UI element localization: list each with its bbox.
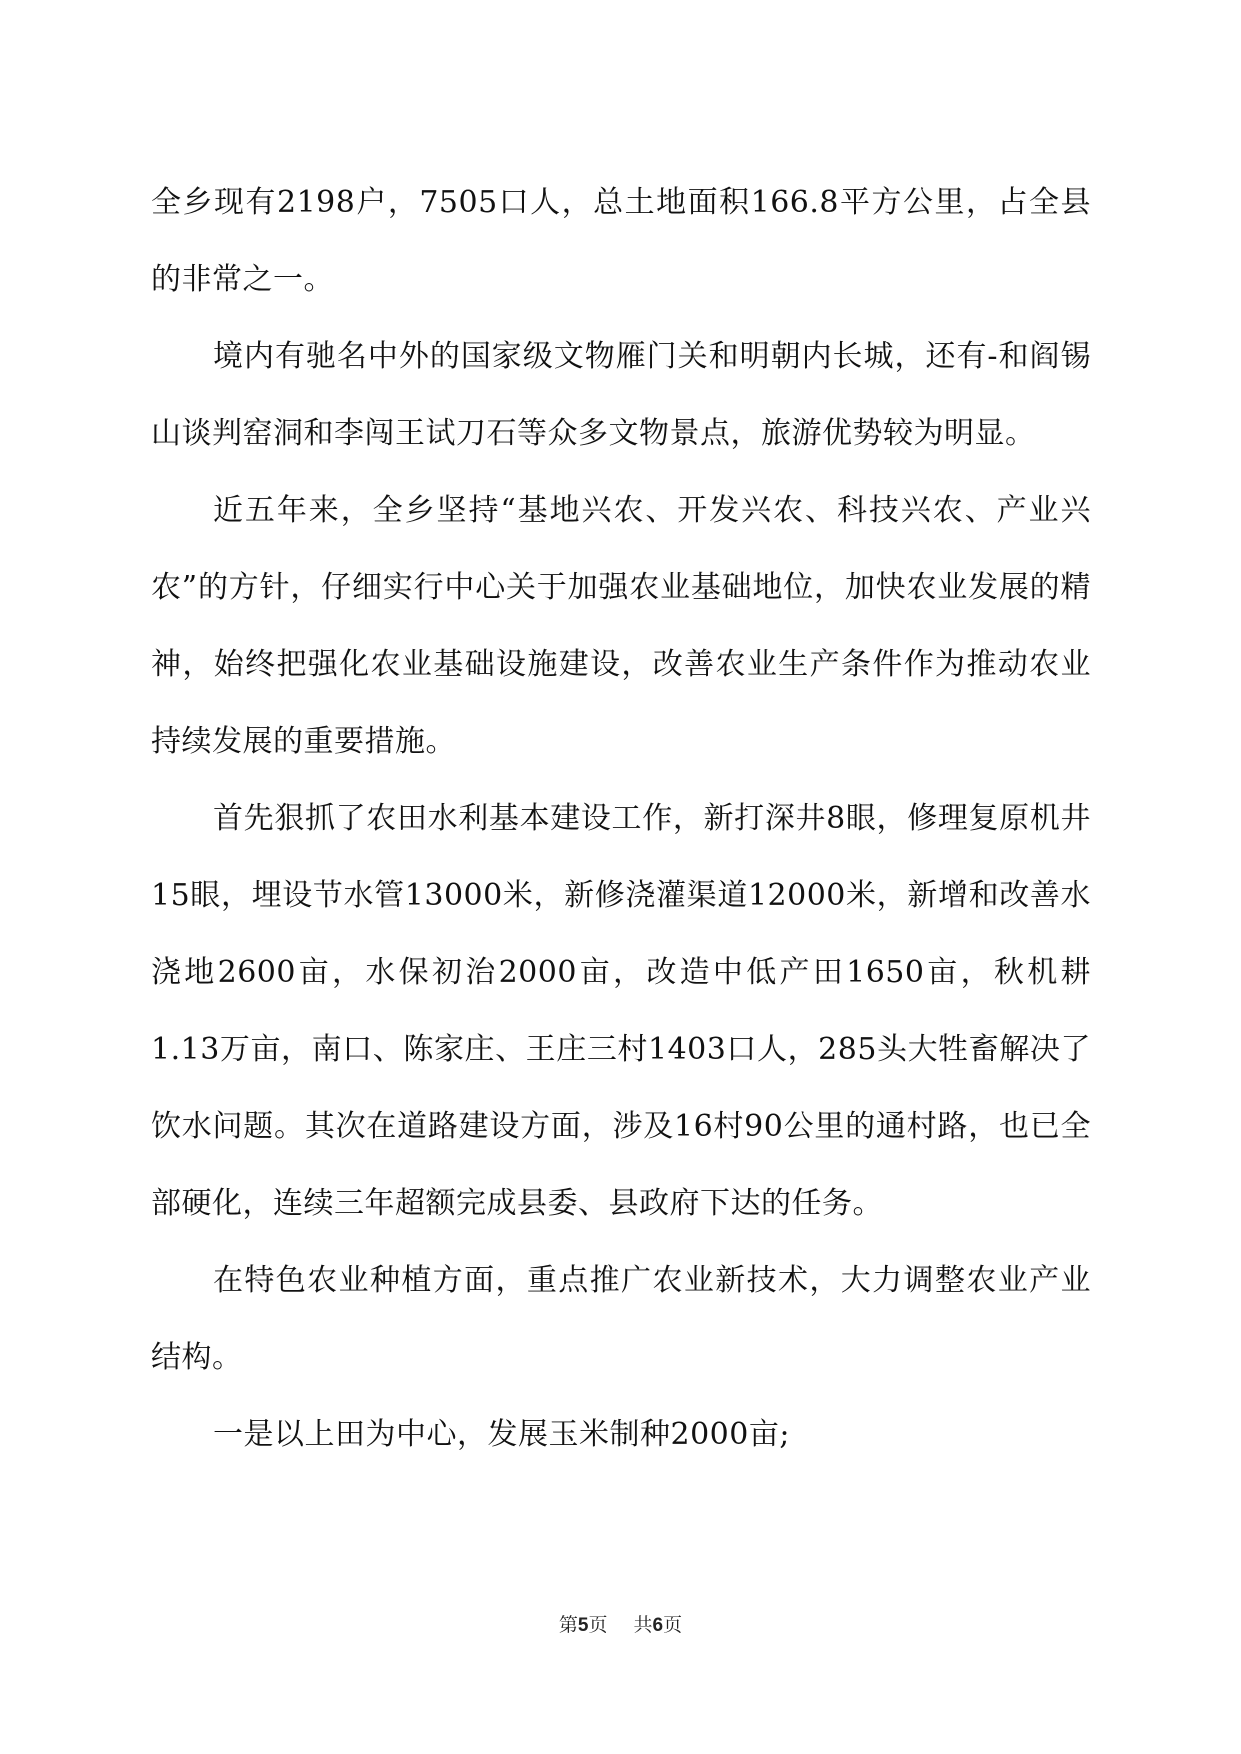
- footer-total-pages: 6: [652, 1615, 664, 1636]
- footer-page-number: 5: [577, 1615, 589, 1636]
- document-body: [151, 164, 1091, 1473]
- footer-page-unit: 页: [588, 1614, 608, 1636]
- footer-prefix: 第: [558, 1614, 578, 1636]
- paragraph-5: 在特色农业种植方面，重点推广农业新技术，大力调整农业产业结构。: [151, 1263, 1091, 1375]
- paragraph-3: 近五年来，全乡坚持“基地兴农、开发兴农、科技兴农、产业兴农”的方针，仔细实行中心关于加强农业基础地位，加快农业发展的精神，始终把强化农业基础设施建设，改善农业生产条件作为推动农业持续发展的重要措施。: [151, 493, 1091, 759]
- paragraph-2: 境内有驰名中外的国家级文物雁门关和明朝内长城，还有-和阎锡山谈判窑洞和李闯王试刀石等众多文物景点，旅游优势较为明显。: [151, 339, 1091, 451]
- footer-total-prefix: 共: [633, 1614, 653, 1636]
- paragraph-1: 全乡现有2198户，7505口人，总土地面积166.8平方公里，占全县的非常之一。: [151, 185, 1091, 297]
- paragraph-4: 首先狠抓了农田水利基本建设工作，新打深井8眼，修理复原机井15眼，埋设节水管13000米，新修浇灌渠道12000米，新增和改善水浇地2600亩，水保初治2000亩，改造中低产田1650亩，秋机耕1.13万亩，南口、陈家庄、王庄三村1403口人，285头大牲畜解决了饮水问题。其次在道路建设方面，涉及16村90公里的通村路，也已全部硬化，连续三年超额完成县委、县政府下达的任务。: [151, 801, 1091, 1221]
- paragraph-6: 一是以上田为中心，发展玉米制种2000亩;: [213, 1417, 790, 1452]
- page-footer: [0, 1612, 1241, 1639]
- footer-total-unit: 页: [663, 1614, 683, 1636]
